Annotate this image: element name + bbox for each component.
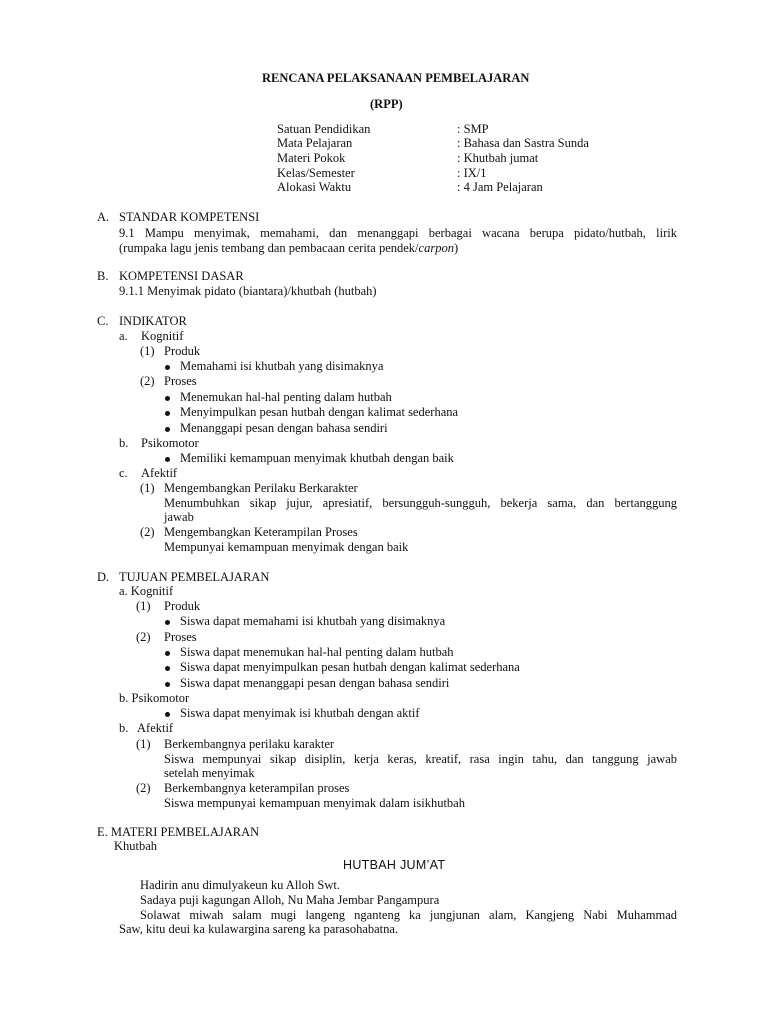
bullet-icon <box>165 427 170 432</box>
info-value: : Khutbah jumat <box>457 151 539 165</box>
bullet-icon <box>165 620 170 625</box>
info-value: : IX/1 <box>457 166 487 180</box>
section-b-letter: B. <box>97 269 109 283</box>
list-marker: (2) <box>140 374 155 388</box>
info-label: Mata Pelajaran <box>277 136 353 150</box>
khutbah-line: Solawat miwah salam mugi langeng nganteng ka jungjunan alam, Kangjeng Nabi Muhammad <box>140 908 677 922</box>
list-marker: b. <box>119 436 129 450</box>
bullet-icon <box>165 682 170 687</box>
list-marker: b. <box>119 721 129 735</box>
bullet-icon <box>165 457 170 462</box>
paragraph-line: Siswa mempunyai sikap disiplin, kerja keras, kreatif, rasa ingin tahu, dan tanggung jawab <box>164 752 677 766</box>
list-marker: (1) <box>140 481 155 495</box>
list-heading: b. Psikomotor <box>119 691 190 705</box>
bullet-icon <box>165 365 170 370</box>
khutbah-line: Sadaya puji kagungan Alloh, Nu Maha Jembar Pangampura <box>140 893 440 907</box>
info-value: : Bahasa dan Sastra Sunda <box>457 136 589 150</box>
section-c-letter: C. <box>97 314 109 328</box>
list-marker: (1) <box>136 599 151 613</box>
info-label: Alokasi Waktu <box>277 180 352 194</box>
paragraph-line: Menumbuhkan sikap jujur, apresiatif, bersungguh-sungguh, bekerja sama, dan bertanggung <box>164 496 677 510</box>
section-a-title: STANDAR KOMPETENSI <box>119 210 260 224</box>
khutbah-line: Hadirin anu dimulyakeun ku Alloh Swt. <box>140 878 340 892</box>
list-marker: c. <box>119 466 128 480</box>
info-value: : SMP <box>457 122 489 136</box>
list-heading: Afektif <box>141 466 178 480</box>
section-a-line1: 9.1 Mampu menyimak, memahami, dan menanggapi berbagai wacana berupa pidato/hutbah, lirik <box>119 226 677 240</box>
list-heading: Proses <box>164 630 197 644</box>
list-item: Siswa dapat memahami isi khutbah yang disimaknya <box>180 614 446 628</box>
paragraph-line: Mempunyai kemampuan menyimak dengan baik <box>164 540 409 554</box>
section-d-letter: D. <box>97 570 110 584</box>
section-a-line2-text: (rumpaka lagu jenis tembang dan pembacaan cerita pendek/ <box>119 241 419 255</box>
list-heading: Kognitif <box>141 329 184 343</box>
info-label: Satuan Pendidikan <box>277 122 371 136</box>
paragraph-line: Siswa mempunyai kemampuan menyimak dalam isikhutbah <box>164 796 465 810</box>
list-heading: Berkembangnya perilaku karakter <box>164 737 335 751</box>
list-heading: Psikomotor <box>141 436 199 450</box>
list-marker: a. <box>119 329 128 343</box>
section-a-line2 <box>119 241 458 256</box>
list-item: Menemukan hal-hal penting dalam hutbah <box>180 390 392 404</box>
bullet-icon <box>165 666 170 671</box>
list-marker: (2) <box>140 525 155 539</box>
section-e-title: E. MATERI PEMBELAJARAN <box>97 825 260 839</box>
list-item: Memiliki kemampuan menyimak khutbah dengan baik <box>180 451 454 465</box>
khutbah-title: HUTBAH JUM’AT <box>343 858 446 872</box>
list-heading: Mengembangkan Keterampilan Proses <box>164 525 358 539</box>
list-marker: (1) <box>140 344 155 358</box>
list-item: Siswa dapat menyimak isi khutbah dengan aktif <box>180 706 420 720</box>
section-a-letter: A. <box>97 210 110 224</box>
section-b-line1: 9.1.1 Menyimak pidato (biantara)/khutbah (hutbah) <box>119 284 377 298</box>
list-heading: Proses <box>164 374 197 388</box>
list-heading: Berkembangnya keterampilan proses <box>164 781 350 795</box>
info-label: Materi Pokok <box>277 151 346 165</box>
bullet-icon <box>165 411 170 416</box>
info-label: Kelas/Semester <box>277 166 355 180</box>
section-a-line2-end: ) <box>453 241 459 255</box>
list-heading: Afektif <box>137 721 174 735</box>
list-item: Siswa dapat menanggapi pesan dengan bahasa sendiri <box>180 676 450 690</box>
list-heading: a. Kognitif <box>119 584 174 598</box>
bullet-icon <box>165 712 170 717</box>
list-marker: (1) <box>136 737 151 751</box>
list-item: Siswa dapat menyimpulkan pesan hutbah dengan kalimat sederhana <box>180 660 520 674</box>
khutbah-line: Saw, kitu deui ka kulawargina sareng ka parasohabatna. <box>119 922 399 936</box>
list-item: Menanggapi pesan dengan bahasa sendiri <box>180 421 388 435</box>
bullet-icon <box>165 396 170 401</box>
section-c-title: INDIKATOR <box>119 314 187 328</box>
paragraph-line: setelah menyimak <box>164 766 255 780</box>
info-value: : 4 Jam Pelajaran <box>457 180 543 194</box>
list-heading: Produk <box>164 344 201 358</box>
section-e-sub: Khutbah <box>114 839 158 853</box>
list-item: Siswa dapat menemukan hal-hal penting dalam hutbah <box>180 645 454 659</box>
list-marker: (2) <box>136 630 151 644</box>
paragraph-line: jawab <box>164 510 194 524</box>
section-b-title: KOMPETENSI DASAR <box>119 269 244 283</box>
list-item: Memahami isi khutbah yang disimaknya <box>180 359 384 373</box>
section-d-title: TUJUAN PEMBELAJARAN <box>119 570 270 584</box>
list-item: Menyimpulkan pesan hutbah dengan kalimat sederhana <box>180 405 459 419</box>
doc-title: RENCANA PELAKSANAAN PEMBELAJARAN <box>262 71 530 85</box>
section-a-line2-italic: carpon <box>418 241 454 255</box>
list-heading: Mengembangkan Perilaku Berkarakter <box>164 481 358 495</box>
doc-subtitle: (RPP) <box>370 97 403 111</box>
list-heading: Produk <box>164 599 201 613</box>
bullet-icon <box>165 651 170 656</box>
list-marker: (2) <box>136 781 151 795</box>
